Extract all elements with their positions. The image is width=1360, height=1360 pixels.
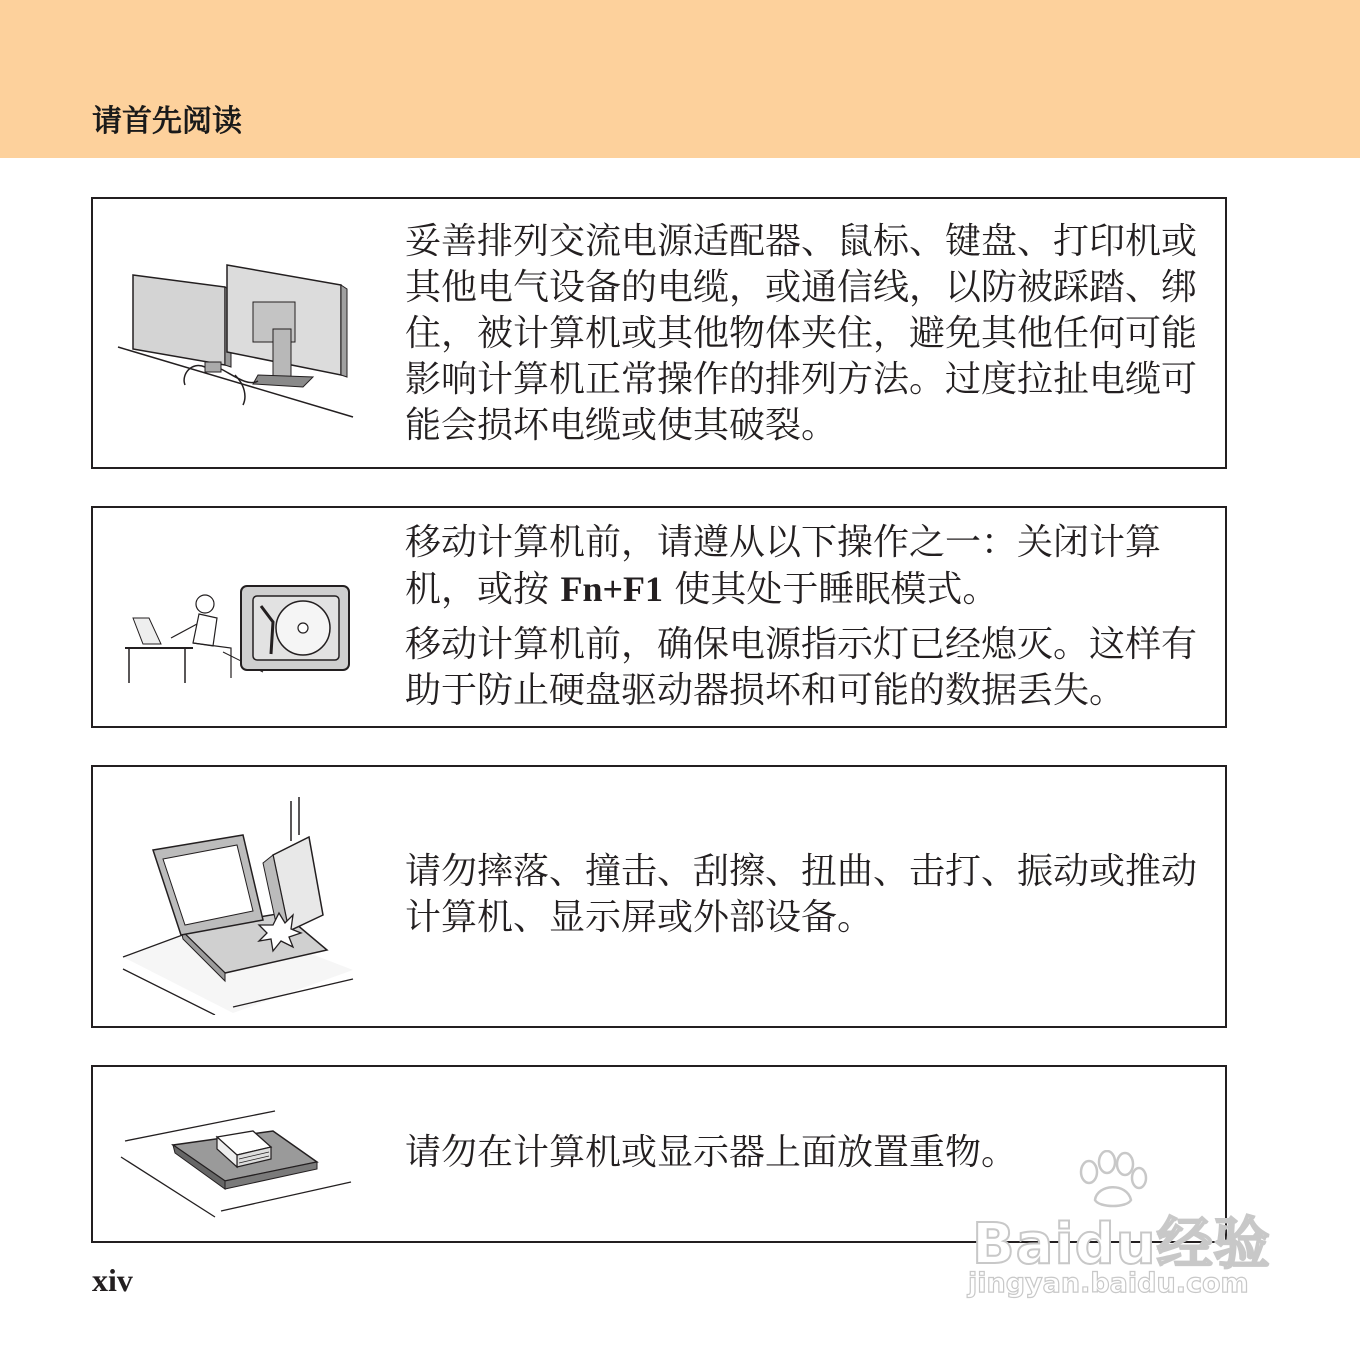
notice-physical-damage xyxy=(91,765,1227,1028)
laptop-drop-icon xyxy=(113,795,363,1015)
notice-text: 请勿在计算机或显示器上面放置重物。 xyxy=(405,1132,1018,1173)
text-after-key: 使其处于睡眠模式。 xyxy=(662,569,999,610)
notice-text-power-light: 移动计算机前，确保电源指示灯已经熄灭。这样有助于防止硬盘驱动器损坏和可能的数据丢失。 xyxy=(405,624,1198,711)
watermark-url: jingyan.baidu.com xyxy=(968,1268,1249,1299)
notice-text: 妥善排列交流电源适配器、鼠标、键盘、打印机或其他电气设备的电缆，或通信线，以防被踩踏、绑住，被计算机或其他物体夹住，避免其他任何可能影响计算机正常操作的排列方法。过度拉扯电缆可能会损坏电缆或使其破裂。 xyxy=(405,221,1198,446)
hard-drive-user-icon xyxy=(113,578,363,688)
monitors-with-cables-icon xyxy=(113,257,363,427)
watermark-brand: Baidu经验 xyxy=(972,1212,1271,1277)
text-before-key: 移动计算机前，请遵从以下操作之一：关闭计算机，或按 xyxy=(405,522,1162,610)
key-combo: Fn+F1 xyxy=(560,569,663,609)
page-number: xiv xyxy=(92,1262,133,1298)
notice-text-sleep xyxy=(405,520,1215,613)
section-title: 请首先阅读 xyxy=(92,104,242,139)
notice-text: 请勿摔落、撞击、刮擦、扭曲、击打、振动或推动计算机、显示屏或外部设备。 xyxy=(405,851,1198,938)
notice-moving-computer xyxy=(91,506,1227,728)
baidu-watermark xyxy=(962,1150,1282,1315)
heavy-object-on-laptop-icon xyxy=(113,1107,363,1222)
notice-cable-safety xyxy=(91,197,1227,469)
